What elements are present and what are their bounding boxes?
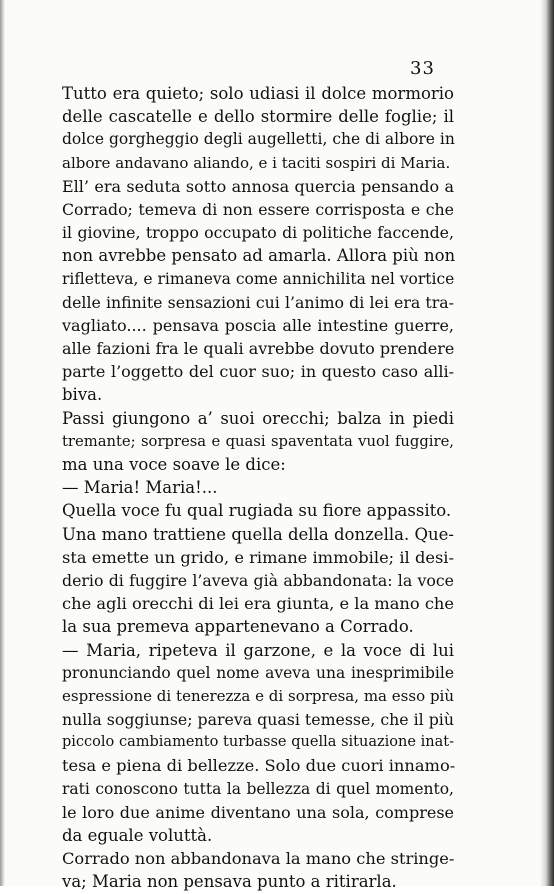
text-line: Corrado non abbandonava la mano che stringe- bbox=[62, 849, 455, 869]
text-line: dolce gorgheggio degli augelletti, che di albore in bbox=[62, 130, 455, 149]
text-line: pronunciando quel nome aveva una inesprimibile bbox=[62, 663, 454, 682]
text-line: la sua premeva appartenevano a Corrado. bbox=[62, 617, 414, 637]
text-line: rati conoscono tutta la bellezza di quel momento, bbox=[62, 779, 454, 798]
text-line: — Maria, ripeteva il garzone, e la voce di lui bbox=[62, 640, 454, 660]
text-line: Ell’ era seduta sotto annosa quercia pensando a bbox=[62, 176, 454, 196]
page-number: 33 bbox=[410, 58, 435, 79]
text-line: Una mano trattiene quella della donzella. Que- bbox=[62, 524, 454, 544]
text-line: delle cascatelle e dello stormire delle foglie; il bbox=[62, 107, 454, 127]
text-line: che agli orecchi di lei era giunta, e la mano che bbox=[62, 594, 454, 614]
page-left-edge bbox=[0, 0, 5, 886]
text-line: Corrado; temeva di non essere corrisposta e che bbox=[62, 199, 454, 219]
text-line: ma una voce soave le dice: bbox=[62, 455, 286, 474]
text-line: biva. bbox=[62, 385, 103, 405]
text-line: Quella voce fu qual rugiada su fiore appassito. bbox=[62, 501, 452, 521]
body-text bbox=[62, 82, 454, 894]
text-line: sta emette un grido, e rimane immobile; il desi- bbox=[62, 547, 454, 567]
text-line: nulla soggiunse; pareva quasi temesse, che il più bbox=[62, 710, 454, 730]
text-line: derio di fuggire l’aveva già abbandonata: la voce bbox=[62, 570, 454, 590]
text-line: tremante; sorpresa e quasi spaventata vuol fuggire, bbox=[62, 432, 454, 450]
text-line: Tutto era quieto; solo udiasi il dolce mormorio bbox=[62, 84, 454, 103]
text-line: da eguale voluttà. bbox=[62, 826, 213, 845]
text-line: espressione di tenerezza e di sorpresa, ma esso più bbox=[62, 686, 454, 705]
text-line: le loro due anime diventano una sola, comprese bbox=[62, 802, 454, 822]
text-line: Passi giungono a’ suoi orecchi; balza in piedi bbox=[62, 408, 454, 428]
page-binding-shadow bbox=[540, 0, 554, 886]
text-line: delle infinite sensazioni cui l’animo di lei era tra- bbox=[62, 292, 454, 312]
text-line: non avrebbe pensato ad amarla. Allora più non bbox=[62, 246, 456, 266]
text-line: parte l’oggetto del cuor suo; in questo caso alli- bbox=[62, 362, 454, 382]
text-line: tesa e piena di bellezze. Solo due cuori innamo- bbox=[62, 756, 456, 776]
text-line: il giovine, troppo occupato di politiche faccende, bbox=[62, 223, 454, 243]
text-line: va; Maria non pensava punto a ritirarla. bbox=[62, 872, 397, 892]
text-line: vagliato.... pensava poscia alle intestine guerre, bbox=[62, 315, 454, 335]
text-line: rifletteva, e rimaneva come annichilita nel vortice bbox=[62, 269, 455, 288]
text-line: piccolo cambiamento turbasse quella situazione inat- bbox=[62, 734, 454, 751]
text-line: alle fazioni fra le quali avrebbe dovuto prendere bbox=[62, 339, 455, 359]
text-line: albore andavano aliando, e i taciti sospiri di Maria. bbox=[62, 153, 451, 172]
text-line: — Maria! Maria!... bbox=[62, 478, 218, 498]
